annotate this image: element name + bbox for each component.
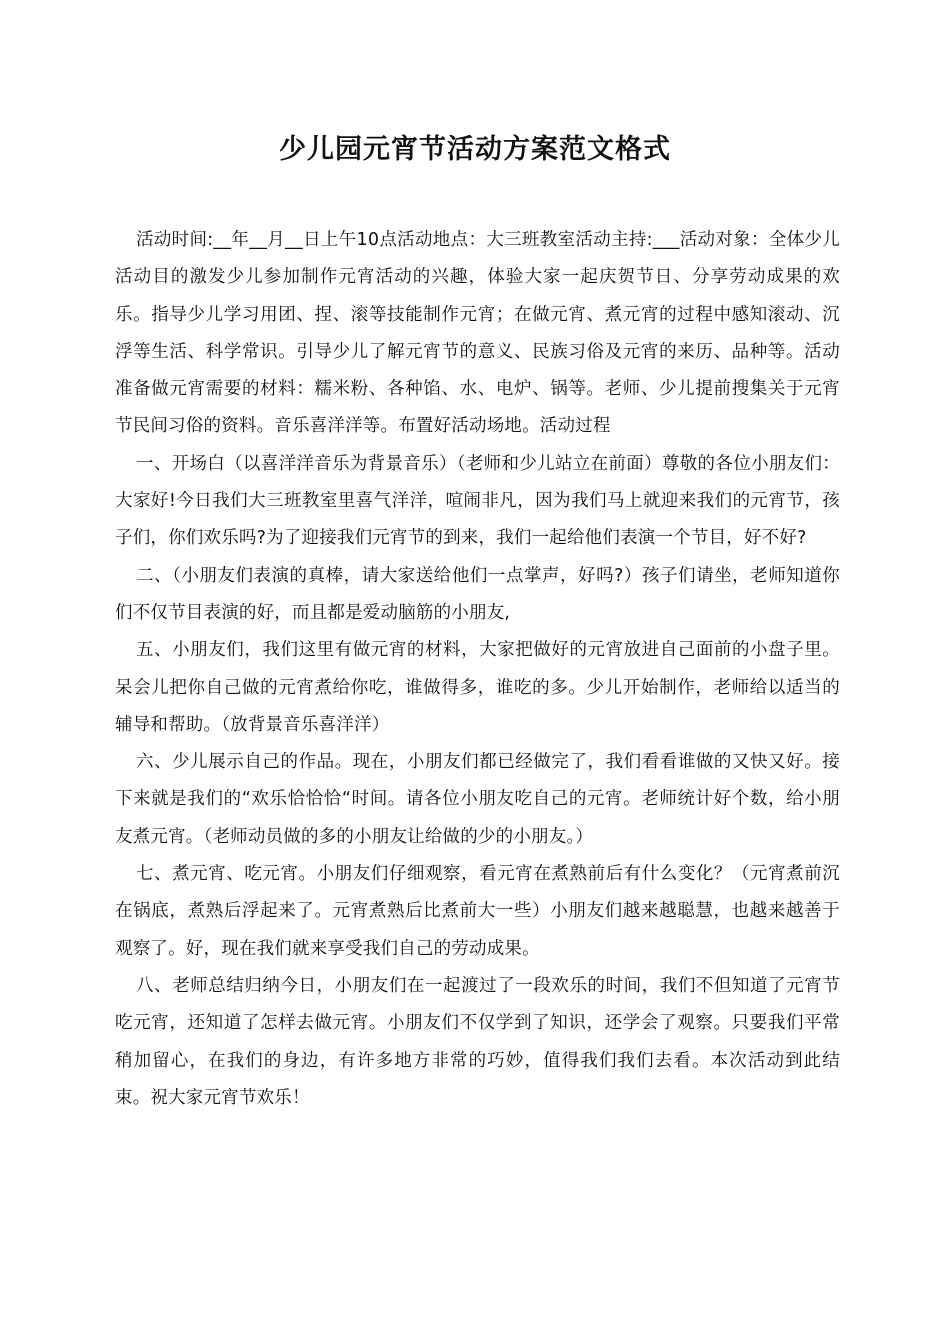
paragraph-section-7: 七、煮元宵、吃元宵。小朋友们仔细观察，看元宵在煮熟前后有什么变化？（元宵煮前沉在锅底，煮熟后浮起来了。元宵煮熟后比煮前大一些）小朋友们越来越聪慧，也越来越善于观察了。好，现在我们就来享受我们自己的劳动成果。 <box>115 864 840 959</box>
paragraph-section-5: 五、小朋友们，我们这里有做元宵的材料，大家把做好的元宵放进自己面前的小盘子里。呆会儿把你自己做的元宵煮给你吃，谁做得多，谁吃的多。少儿开始制作，老师给以适当的辅导和帮助。（放背景音乐喜洋洋） <box>115 640 840 735</box>
paragraph-intro: 活动时间:__年__月__日上午10点活动地点：大三班教室活动主持:___活动对象：全体少儿活动目的激发少儿参加制作元宵活动的兴趣，体验大家一起庆贺节日、分享劳动成果的欢乐。指导少儿学习用团、捏、滚等技能制作元宵；在做元宵、煮元宵的过程中感知滚动、沉浮等生活、科学常识。引导少儿了解元宵节的意义、民族习俗及元宵的来历、品种等。活动准备做元宵需要的材料：糯米粉、各种馅、水、电炉、锅等。老师、少儿提前搜集关于元宵节民间习俗的资料。音乐喜洋洋等。布置好活动场地。活动过程 <box>115 230 840 437</box>
paragraph-section-2: 二、（小朋友们表演的真棒，请大家送给他们一点掌声，好吗?）孩子们请坐，老师知道你们不仅节目表演的好，而且都是爱动脑筋的小朋友, <box>115 565 840 623</box>
document-body <box>115 222 840 1117</box>
document-title: 少儿园元宵节活动方案范文格式 <box>279 134 671 165</box>
paragraph-section-8: 八、老师总结归纳今日，小朋友们在一起渡过了一段欢乐的时间，我们不但知道了元宵节吃元宵，还知道了怎样去做元宵。小朋友们不仅学到了知识，还学会了观察。只要我们平常稍加留心，在我们的身边，有许多地方非常的巧妙，值得我们我们去看。本次活动到此结束。祝大家元宵节欢乐！ <box>115 975 840 1108</box>
paragraph-section-6: 六、少儿展示自己的作品。现在，小朋友们都已经做完了，我们看看谁做的又快又好。接下来就是我们的“欢乐恰恰恰“时间。请各位小朋友吃自己的元宵。老师统计好个数，给小朋友煮元宵。（老师动员做的多的小朋友让给做的少的小朋友。） <box>115 752 840 847</box>
paragraph-section-1: 一、开场白（以喜洋洋音乐为背景音乐）（老师和少儿站立在前面）尊敬的各位小朋友们：大家好!今日我们大三班教室里喜气洋洋，喧闹非凡，因为我们马上就迎来我们的元宵节，孩子们，你们欢乐吗?为了迎接我们元宵节的到来，我们一起给他们表演一个节目，好不好? <box>115 453 840 549</box>
